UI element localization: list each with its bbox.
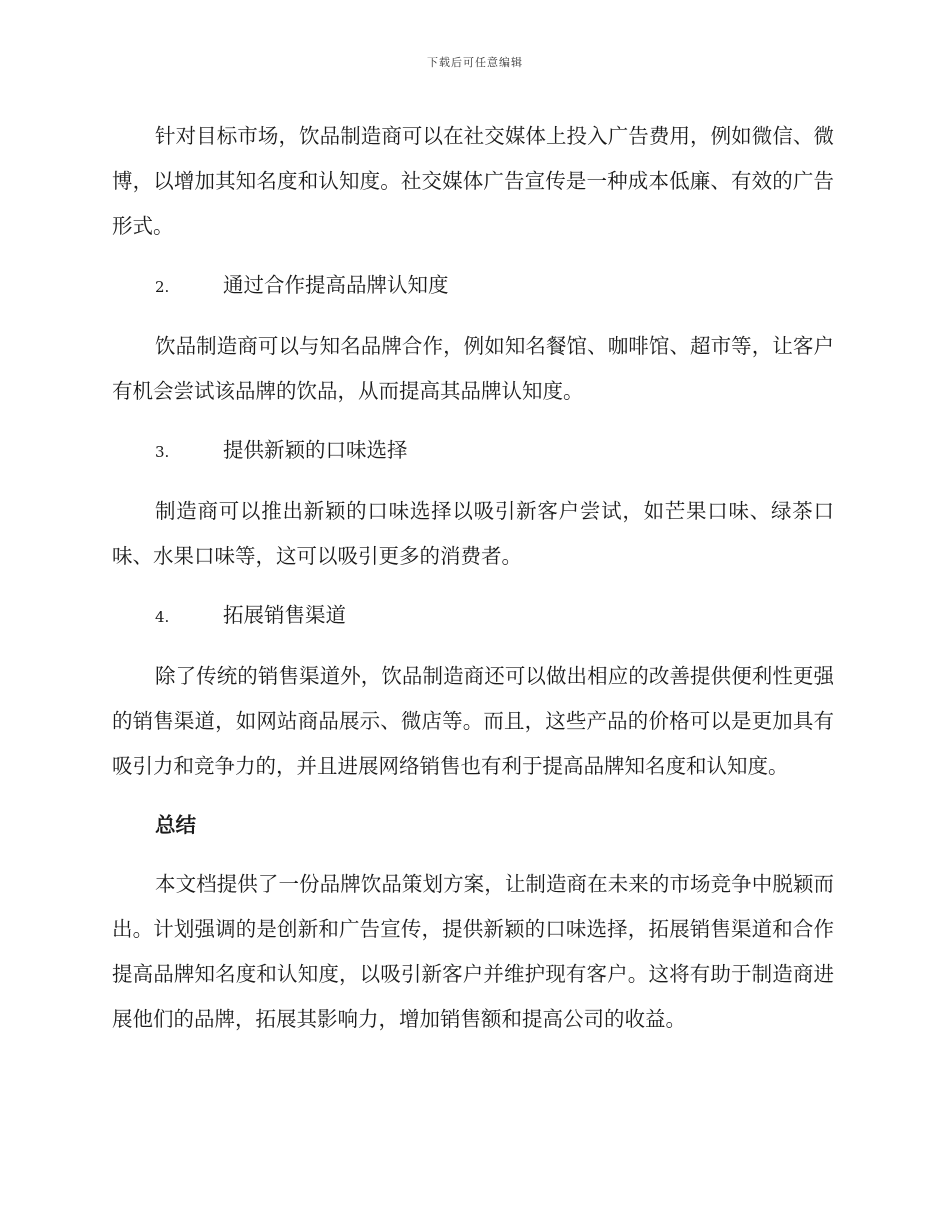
summary-heading: 总结 <box>155 813 196 837</box>
section-number: 2. <box>155 278 170 296</box>
section-number: 4. <box>155 608 170 626</box>
paragraph-channels: 除了传统的销售渠道外，饮品制造商还可以做出相应的改善提供便利性更强的销售渠道，如网站商品展示、微店等。而且，这些产品的价格可以是更加具有吸引力和竞争力的，并且进展网络销售也有利于提高品牌知名度和认知度。 <box>112 664 834 778</box>
section-title: 通过合作提高品牌认知度 <box>223 273 449 297</box>
paragraph-summary: 本文档提供了一份品牌饮品策划方案，让制造商在未来的市场竞争中脱颖而出。计划强调的是创新和广告宣传，提供新颖的口味选择，拓展销售渠道和合作提高品牌知名度和认知度，以吸引新客户并维护现有客户。这将有助于制造商进展他们的品牌，拓展其影响力，增加销售额和提高公司的收益。 <box>112 872 834 1031</box>
section-heading-cooperation <box>112 263 834 310</box>
paragraph-flavors: 制造商可以推出新颖的口味选择以吸引新客户尝试，如芒果口味、绿茶口味、水果口味等，这可以吸引更多的消费者。 <box>112 499 834 568</box>
paragraph-cooperation: 饮品制造商可以与知名品牌合作，例如知名餐馆、咖啡馆、超市等，让客户有机会尝试该品牌的饮品，从而提高其品牌认知度。 <box>112 334 834 403</box>
paragraph-social-media-ads: 针对目标市场，饮品制造商可以在社交媒体上投入广告费用，例如微信、微博，以增加其知名度和认知度。社交媒体广告宣传是一种成本低廉、有效的广告形式。 <box>112 124 834 238</box>
section-number: 3. <box>155 443 170 461</box>
document-body <box>112 114 834 1056</box>
section-heading-flavors <box>112 428 834 475</box>
section-heading-channels <box>112 593 834 640</box>
section-title: 提供新颖的口味选择 <box>223 438 408 462</box>
section-title: 拓展销售渠道 <box>223 603 346 627</box>
page-header-note: 下载后可任意编辑 <box>427 56 523 69</box>
